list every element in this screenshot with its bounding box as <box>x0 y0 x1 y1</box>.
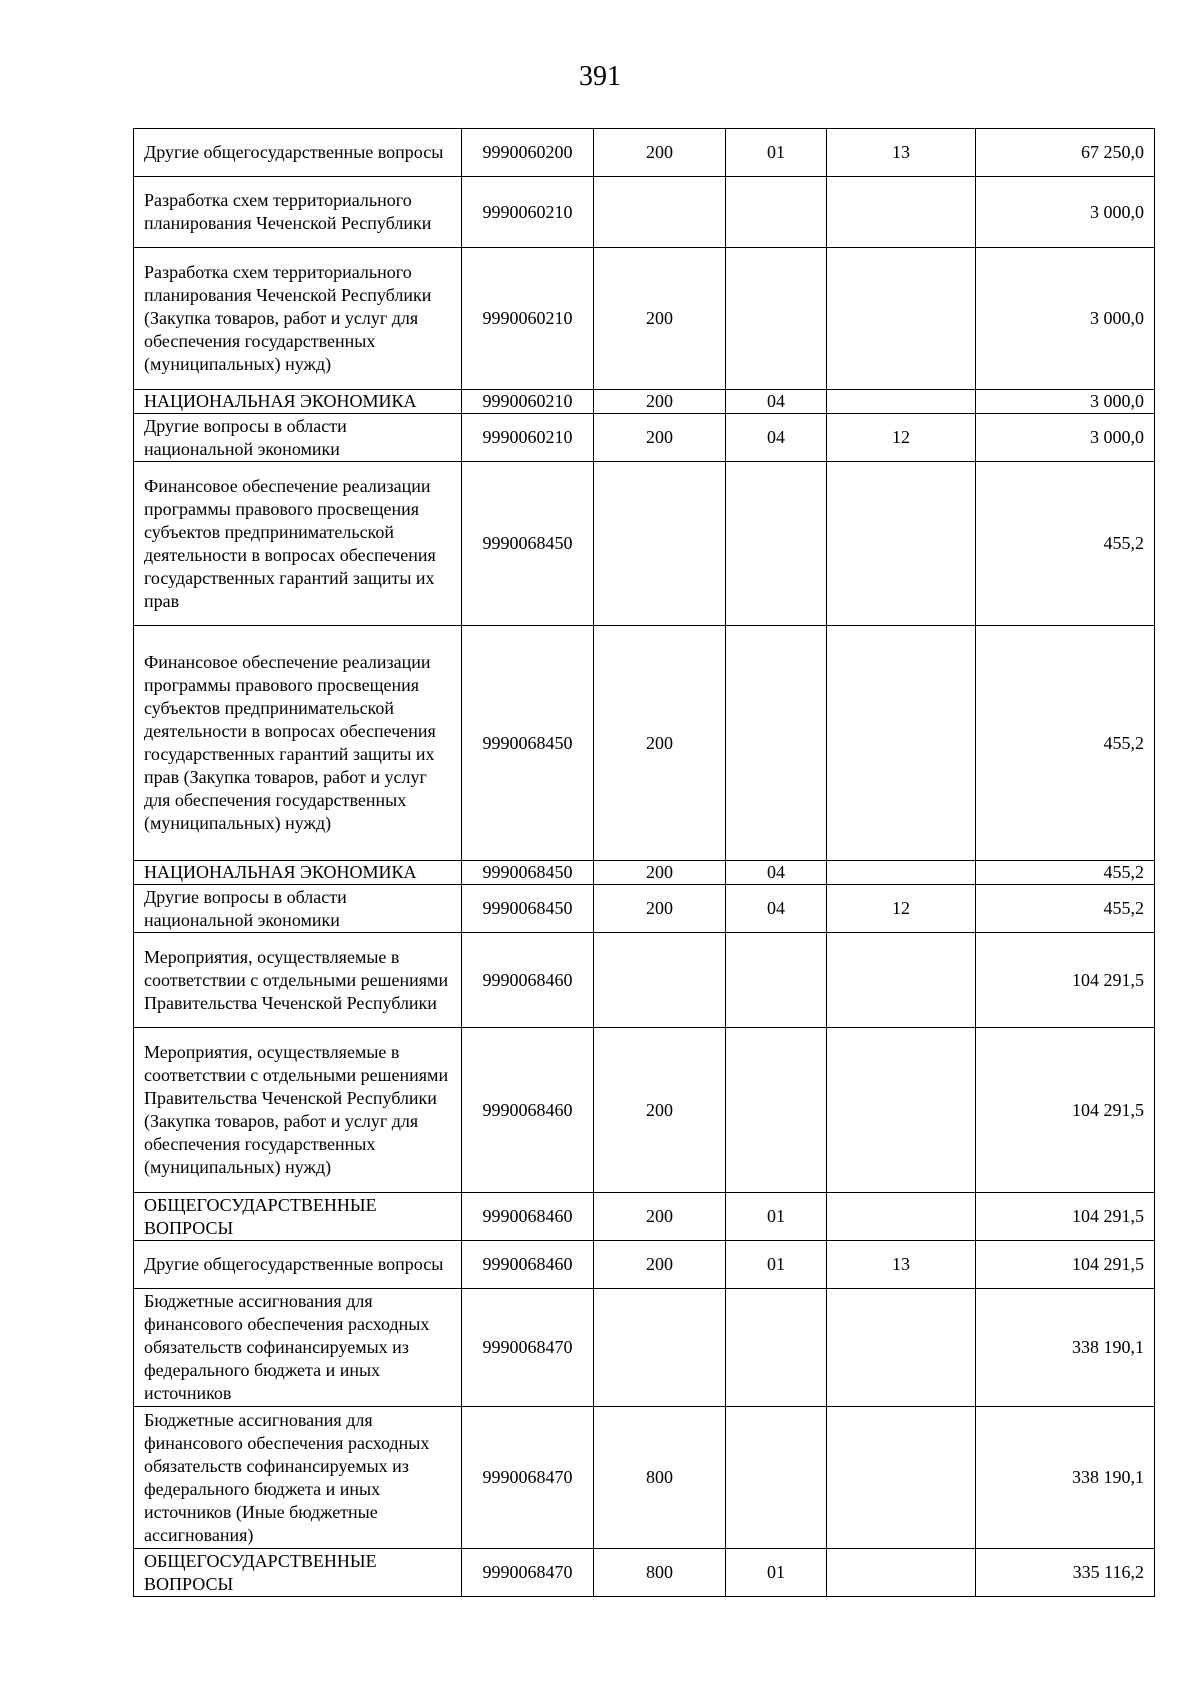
table-row <box>134 414 1155 462</box>
expense-name-cell: Другие общегосударственные вопросы <box>134 129 462 177</box>
expense-name-cell: Бюджетные ассигнования для финансового обеспечения расходных обязательств софинансируемых из федерального бюджета и иных источников <box>134 1289 462 1407</box>
amount-cell: 104 291,5 <box>976 1028 1155 1193</box>
section-cell <box>726 177 827 248</box>
expense-type-cell <box>594 1289 726 1407</box>
expense-type-cell <box>594 177 726 248</box>
expense-name-cell: Мероприятия, осуществляемые в соответствии с отдельными решениями Правительства Чеченской Республики <box>134 933 462 1028</box>
expense-name-cell: НАЦИОНАЛЬНАЯ ЭКОНОМИКА <box>134 390 462 414</box>
subsection-cell: 13 <box>827 1241 976 1289</box>
expense-type-cell: 200 <box>594 1241 726 1289</box>
subsection-cell <box>827 1289 976 1407</box>
expense-name-cell: Разработка схем территориального планирования Чеченской Республики <box>134 177 462 248</box>
subsection-cell <box>827 933 976 1028</box>
expense-name-cell: ОБЩЕГОСУДАРСТВЕННЫЕ ВОПРОСЫ <box>134 1193 462 1241</box>
table-row <box>134 885 1155 933</box>
table-row <box>134 129 1155 177</box>
subsection-cell <box>827 1028 976 1193</box>
section-cell <box>726 248 827 390</box>
expense-type-cell <box>594 933 726 1028</box>
expense-type-cell: 200 <box>594 885 726 933</box>
section-cell: 01 <box>726 129 827 177</box>
table-body <box>134 129 1155 1597</box>
target-article-cell: 9990060210 <box>462 390 594 414</box>
expense-name-cell: Другие вопросы в области национальной экономики <box>134 414 462 462</box>
table-row <box>134 1193 1155 1241</box>
section-cell <box>726 1289 827 1407</box>
amount-cell: 104 291,5 <box>976 1193 1155 1241</box>
section-cell <box>726 1028 827 1193</box>
amount-cell: 455,2 <box>976 861 1155 885</box>
section-cell <box>726 933 827 1028</box>
subsection-cell <box>827 1407 976 1549</box>
table-row <box>134 1407 1155 1549</box>
subsection-cell <box>827 248 976 390</box>
table-row <box>134 390 1155 414</box>
expense-name-cell: Мероприятия, осуществляемые в соответствии с отдельными решениями Правительства Чеченской Республики (Закупка товаров, работ и услуг для обеспечения государственных (муниципальных) нужд) <box>134 1028 462 1193</box>
subsection-cell: 12 <box>827 414 976 462</box>
subsection-cell: 13 <box>827 129 976 177</box>
target-article-cell: 9990068470 <box>462 1289 594 1407</box>
target-article-cell: 9990068460 <box>462 933 594 1028</box>
expense-name-cell: Финансовое обеспечение реализации программы правового просвещения субъектов предпринимательской деятельности в вопросах обеспечения государственных гарантий защиты их прав <box>134 462 462 626</box>
expense-type-cell: 200 <box>594 1028 726 1193</box>
table-row <box>134 1549 1155 1597</box>
expense-name-cell: НАЦИОНАЛЬНАЯ ЭКОНОМИКА <box>134 861 462 885</box>
section-cell: 01 <box>726 1241 827 1289</box>
table-row <box>134 626 1155 861</box>
amount-cell: 3 000,0 <box>976 177 1155 248</box>
target-article-cell: 9990068450 <box>462 626 594 861</box>
amount-cell: 455,2 <box>976 885 1155 933</box>
table-row <box>134 462 1155 626</box>
amount-cell: 455,2 <box>976 462 1155 626</box>
expense-type-cell: 200 <box>594 1193 726 1241</box>
expense-name-cell: Другие вопросы в области национальной экономики <box>134 885 462 933</box>
target-article-cell: 9990068460 <box>462 1028 594 1193</box>
expense-name-cell: Финансовое обеспечение реализации программы правового просвещения субъектов предпринимательской деятельности в вопросах обеспечения государственных гарантий защиты их прав (Закупка товаров, работ и услуг для обеспечения государственных (муниципальных) нужд) <box>134 626 462 861</box>
expense-name-cell: Другие общегосударственные вопросы <box>134 1241 462 1289</box>
target-article-cell: 9990068450 <box>462 861 594 885</box>
target-article-cell: 9990068450 <box>462 462 594 626</box>
section-cell: 01 <box>726 1549 827 1597</box>
expense-type-cell: 800 <box>594 1549 726 1597</box>
section-cell: 04 <box>726 390 827 414</box>
target-article-cell: 9990060210 <box>462 248 594 390</box>
expense-type-cell: 200 <box>594 626 726 861</box>
table-row <box>134 1028 1155 1193</box>
target-article-cell: 9990068470 <box>462 1407 594 1549</box>
amount-cell: 3 000,0 <box>976 390 1155 414</box>
target-article-cell: 9990068460 <box>462 1241 594 1289</box>
subsection-cell <box>827 390 976 414</box>
target-article-cell: 9990068470 <box>462 1549 594 1597</box>
expense-name-cell: Бюджетные ассигнования для финансового обеспечения расходных обязательств софинансируемых из федерального бюджета и иных источников (Иные бюджетные ассигнования) <box>134 1407 462 1549</box>
subsection-cell: 12 <box>827 885 976 933</box>
expense-type-cell: 200 <box>594 861 726 885</box>
amount-cell: 3 000,0 <box>976 248 1155 390</box>
amount-cell: 67 250,0 <box>976 129 1155 177</box>
subsection-cell <box>827 177 976 248</box>
subsection-cell <box>827 462 976 626</box>
target-article-cell: 9990068450 <box>462 885 594 933</box>
subsection-cell <box>827 1549 976 1597</box>
table-row <box>134 177 1155 248</box>
section-cell: 04 <box>726 414 827 462</box>
amount-cell: 338 190,1 <box>976 1407 1155 1549</box>
expense-type-cell: 200 <box>594 414 726 462</box>
section-cell: 04 <box>726 885 827 933</box>
expense-type-cell: 200 <box>594 129 726 177</box>
table-row <box>134 1241 1155 1289</box>
amount-cell: 335 116,2 <box>976 1549 1155 1597</box>
expense-type-cell <box>594 462 726 626</box>
amount-cell: 3 000,0 <box>976 414 1155 462</box>
budget-table <box>133 128 1155 1597</box>
subsection-cell <box>827 1193 976 1241</box>
section-cell <box>726 1407 827 1549</box>
table-row <box>134 248 1155 390</box>
amount-cell: 455,2 <box>976 626 1155 861</box>
subsection-cell <box>827 861 976 885</box>
table-row <box>134 861 1155 885</box>
subsection-cell <box>827 626 976 861</box>
target-article-cell: 9990068460 <box>462 1193 594 1241</box>
section-cell: 01 <box>726 1193 827 1241</box>
expense-type-cell: 800 <box>594 1407 726 1549</box>
expense-type-cell: 200 <box>594 248 726 390</box>
amount-cell: 104 291,5 <box>976 933 1155 1028</box>
target-article-cell: 9990060210 <box>462 177 594 248</box>
amount-cell: 104 291,5 <box>976 1241 1155 1289</box>
section-cell <box>726 626 827 861</box>
expense-name-cell: Разработка схем территориального планирования Чеченской Республики (Закупка товаров, работ и услуг для обеспечения государственных (муниципальных) нужд) <box>134 248 462 390</box>
table-row <box>134 933 1155 1028</box>
table-row <box>134 1289 1155 1407</box>
expense-type-cell: 200 <box>594 390 726 414</box>
page-number: 391 <box>579 61 621 92</box>
target-article-cell: 9990060200 <box>462 129 594 177</box>
section-cell: 04 <box>726 861 827 885</box>
section-cell <box>726 462 827 626</box>
target-article-cell: 9990060210 <box>462 414 594 462</box>
amount-cell: 338 190,1 <box>976 1289 1155 1407</box>
expense-name-cell: ОБЩЕГОСУДАРСТВЕННЫЕ ВОПРОСЫ <box>134 1549 462 1597</box>
